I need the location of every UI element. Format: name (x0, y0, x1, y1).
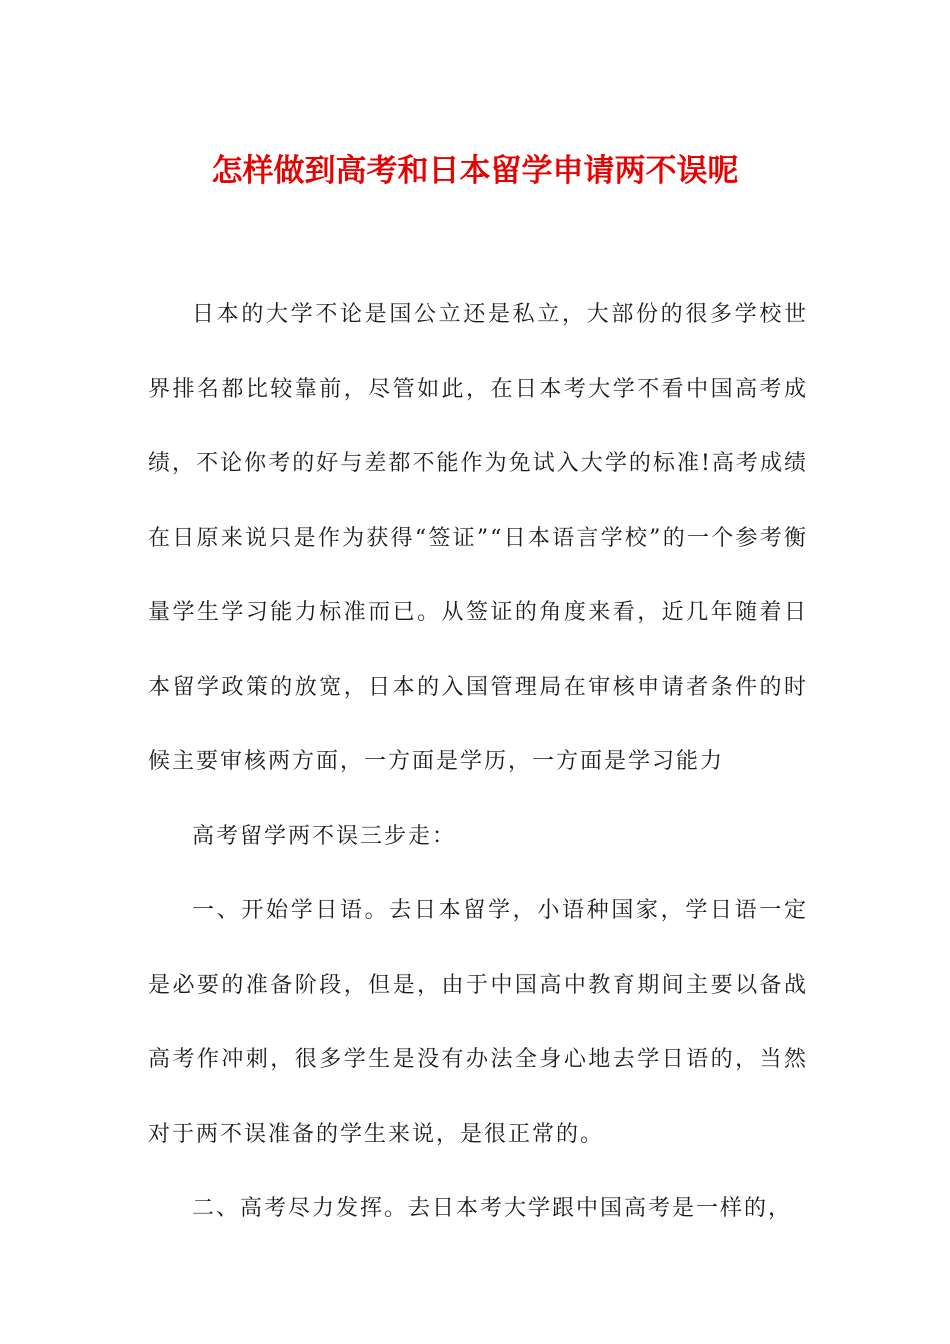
document-body (148, 278, 808, 1247)
paragraph-step-two: 二、高考尽力发挥。去日本考大学跟中国高考是一样的， (192, 1196, 793, 1221)
document-title: 怎样做到高考和日本留学申请两不误呢 (211, 153, 739, 189)
paragraph-intro: 日本的大学不论是国公立还是私立，大部份的很多学校世界排名都比较靠前，尽管如此，在日本考大学不看中国高考成绩，不论你考的好与差都不能作为免试入大学的标准!高考成绩在日原来说只是作为获得“签证”“日本语言学校”的一个参考衡量学生学习能力标准而已。从签证的角度来看，近几年随着日本留学政策的放宽，日本的入国管理局在审核申请者条件的时候主要审核两方面，一方面是学历，一方面是学习能力 (148, 302, 808, 774)
paragraph-step-one: 一、开始学日语。去日本留学，小语种国家，学日语一定是必要的准备阶段，但是，由于中国高中教育期间主要以备战高考作冲刺，很多学生是没有办法全身心地去学日语的，当然对于两不误准备的学生来说，是很正常的。 (148, 898, 808, 1147)
paragraph-steps-heading: 高考留学两不误三步走： (192, 823, 457, 849)
